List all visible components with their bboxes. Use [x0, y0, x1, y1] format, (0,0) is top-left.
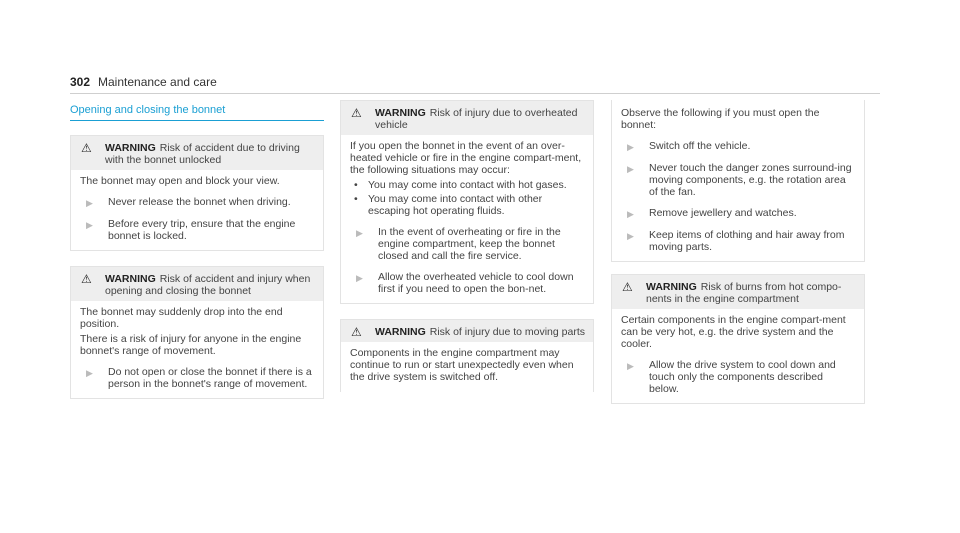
continued-box: [611, 100, 865, 262]
page-header: [70, 73, 880, 94]
step-item: ▶ In the event of overheating or fire in the engine compartment, keep the bonnet closed and call the fire service.: [350, 226, 584, 262]
page-number: 302: [70, 75, 91, 89]
section-title: Opening and closing the bonnet: [70, 104, 324, 121]
warning-box-accident-injury: [70, 266, 324, 399]
step-item: ▶ Never release the bonnet when driving.: [80, 196, 314, 209]
warning-header: [71, 267, 323, 301]
warning-label: WARNING: [646, 281, 697, 293]
step-item: ▶ Switch off the vehicle.: [621, 140, 855, 153]
warning-box-moving-parts: [340, 319, 594, 392]
warning-header: [71, 136, 323, 170]
warning-label: WARNING: [105, 273, 156, 285]
warning-triangle-icon: ⚠: [81, 272, 92, 286]
warning-label: WARNING: [375, 326, 426, 338]
paragraph: The bonnet may suddenly drop into the end position.: [80, 306, 283, 330]
warning-text: Risk of accident and injury when opening and closing the bonnet: [105, 273, 311, 297]
step-item: ▶ Allow the overheated vehicle to cool down first if you need to open the bon-net.: [350, 271, 584, 295]
step-item: ▶ Remove jewellery and watches.: [621, 207, 855, 220]
warning-header: [612, 275, 864, 309]
warning-text: Risk of injury due to moving parts: [429, 326, 585, 338]
step-item: ▶ Do not open or close the bonnet if there is a person in the bonnet's range of movement.: [80, 366, 314, 390]
paragraph: Certain components in the engine compart-ment can be very hot, e.g. the drive system and the cooler.: [621, 314, 846, 350]
warning-label: WARNING: [105, 142, 156, 154]
warning-triangle-icon: ⚠: [351, 325, 362, 339]
paragraph: Observe the following if you must open the bonnet:: [621, 107, 820, 131]
warning-triangle-icon: ⚠: [622, 280, 633, 294]
paragraph: If you open the bonnet in the event of an over-heated vehicle or fire in the engine compart-ment, the following situations may occur:: [350, 140, 582, 176]
warning-label: WARNING: [375, 107, 426, 119]
paragraph: The bonnet may open and block your view.: [80, 175, 280, 187]
step-item: ▶ Keep items of clothing and hair away from moving parts.: [621, 229, 855, 253]
warning-triangle-icon: ⚠: [351, 106, 362, 120]
warning-text: Risk of burns from hot compo-nents in the engine compartment: [646, 281, 842, 305]
warning-triangle-icon: ⚠: [81, 141, 92, 155]
warning-header: [341, 101, 593, 135]
step-arrow-icon: ▶: [627, 361, 634, 371]
step-arrow-icon: ▶: [627, 209, 634, 219]
bullet-item: • You may come into contact with other escaping hot operating fluids.: [354, 193, 543, 217]
step-arrow-icon: ▶: [627, 164, 634, 174]
step-arrow-icon: ▶: [86, 220, 93, 230]
warning-header: [341, 320, 593, 342]
step-arrow-icon: ▶: [627, 142, 634, 152]
warning-text: Risk of injury due to overheated vehicle: [375, 107, 578, 131]
column-2: [340, 100, 594, 407]
warning-box-accident-unlocked: [70, 135, 324, 251]
paragraph: There is a risk of injury for anyone in the engine bonnet's range of movement.: [80, 333, 302, 357]
warning-text: Risk of accident due to driving with the bonnet unlocked: [105, 142, 300, 166]
step-item: ▶ Never touch the danger zones surround-ing moving components, e.g. the rotation area of the fan.: [621, 162, 855, 198]
warning-box-burns: [611, 274, 865, 404]
step-item: ▶ Before every trip, ensure that the engine bonnet is locked.: [80, 218, 314, 242]
column-3: [611, 100, 865, 419]
step-arrow-icon: ▶: [627, 231, 634, 241]
paragraph: Components in the engine compartment may continue to run or start unexpectedly even when the drive system is switched off.: [350, 347, 574, 383]
step-arrow-icon: ▶: [86, 198, 93, 208]
step-arrow-icon: ▶: [86, 368, 93, 378]
step-arrow-icon: ▶: [356, 228, 363, 238]
bullet-item: • You may come into contact with hot gases.: [354, 179, 567, 191]
step-arrow-icon: ▶: [356, 273, 363, 283]
column-1: [70, 100, 324, 414]
warning-box-overheated: [340, 100, 594, 304]
step-item: ▶ Allow the drive system to cool down and touch only the components described below.: [621, 359, 855, 395]
chapter-title: Maintenance and care: [98, 75, 217, 89]
